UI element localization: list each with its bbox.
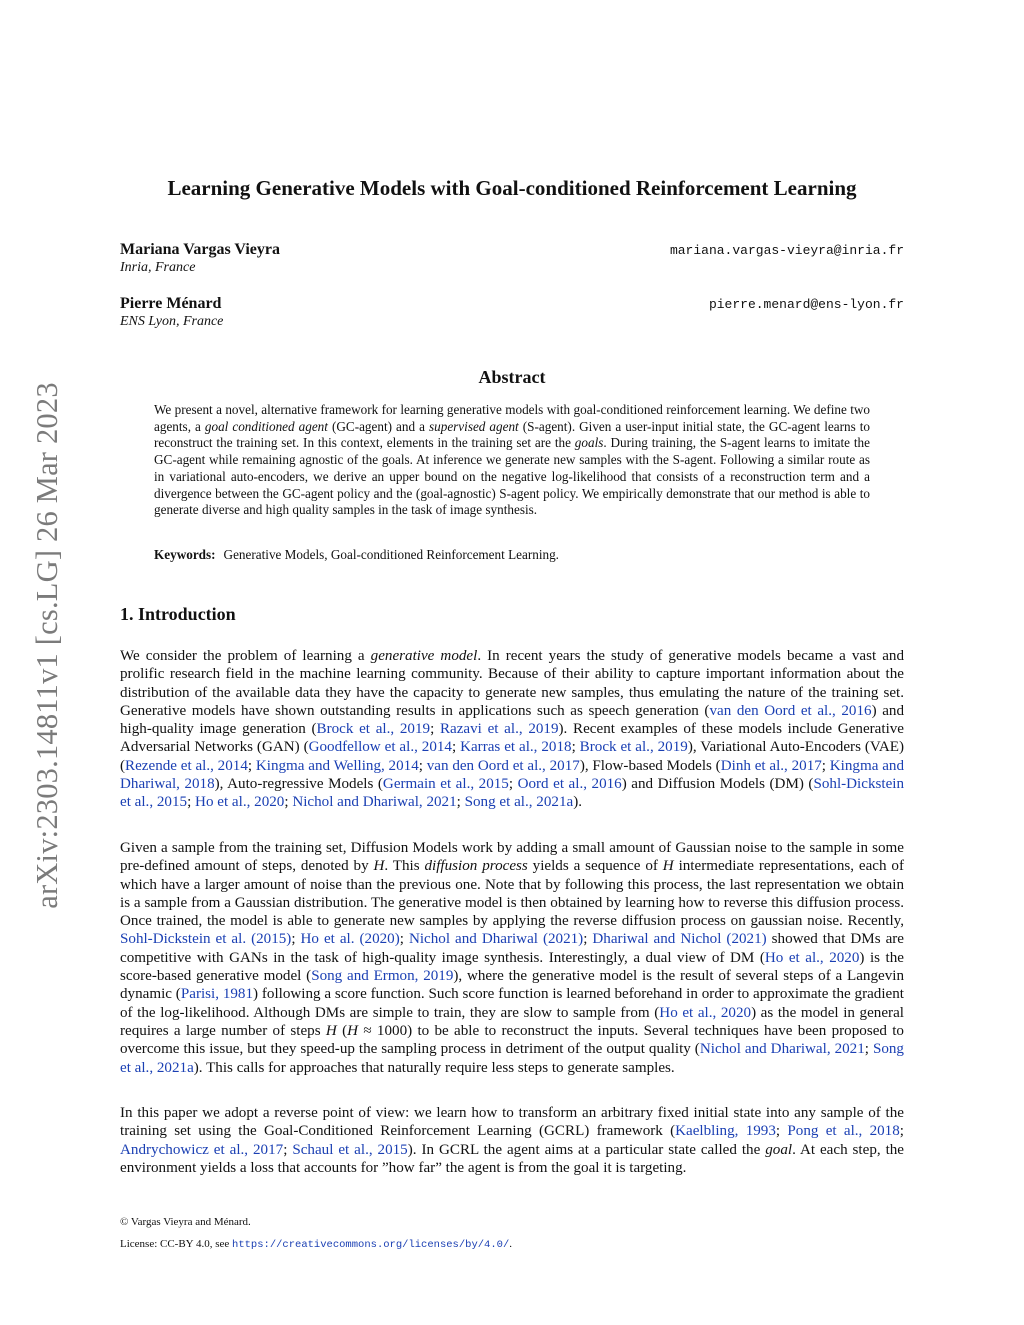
citation-link[interactable]: Nichol and Dhariwal (2021)	[408, 931, 584, 948]
citation-link[interactable]: Ho et al. (2020)	[300, 931, 400, 948]
citation-link[interactable]: Nichol and Dhariwal, 2021	[292, 794, 457, 811]
citation-link[interactable]: Ho et al., 2020	[659, 1004, 752, 1021]
author-block-2	[120, 295, 904, 330]
citation-link[interactable]: Kingma and Welling, 2014	[255, 757, 419, 774]
keywords-label: Keywords:	[154, 547, 216, 562]
arxiv-id: arXiv:2303.14811v1 [cs.LG] 26 Mar 2023	[29, 381, 64, 909]
abstract-heading: Abstract	[478, 367, 546, 387]
citation-link[interactable]: Brock et al., 2019	[579, 739, 688, 756]
citation-link[interactable]: Razavi et al., 2019	[439, 721, 559, 738]
arxiv-stamp	[27, 350, 67, 940]
citation-link[interactable]: van den Oord et al., 2016	[709, 702, 872, 719]
citation-link[interactable]: Dhariwal and Nichol (2021)	[592, 931, 767, 948]
author-name: Pierre Ménard	[120, 295, 222, 312]
citation-link[interactable]: Parisi, 1981	[180, 986, 254, 1003]
citation-link[interactable]: Nichol and Dhariwal, 2021	[699, 1041, 865, 1058]
citation-link[interactable]: Brock et al., 2019	[316, 721, 431, 738]
math-symbol: H	[373, 858, 385, 875]
citation-link[interactable]: Oord et al., 2016	[517, 776, 622, 793]
citation-link[interactable]: van den Oord et al., 2017	[426, 757, 580, 774]
author-affiliation: ENS Lyon, France	[120, 314, 224, 329]
citation-link[interactable]: Song et al., 2021a	[464, 794, 574, 811]
citation-link[interactable]: Sohl-Dickstein et al., 2015	[120, 776, 905, 811]
citation-link[interactable]: Song et al., 2021a	[120, 1041, 904, 1076]
paper-title: Learning Generative Models with Goal-conditioned Reinforcement Learning	[167, 176, 857, 200]
intro-paragraph-1: We consider the problem of learning a generative model. In recent years the study of generative models became a vast and prolific research field in the machine learning community. Because of their ability to capture important information about the distribution of the available data they have the capacity to generate new samples, thus emulating the nature of the training set. Generative models have shown outstanding results in applications such as speech generation (van den Oord et al., 2016) and high-quality image generation (Brock et al., 2019; Razavi et al., 2019). Recent examples of these models include Generative Adversarial Networks (GAN) (Goodfellow et al., 2014; Karras et al., 2018; Brock et al., 2019), Variational Auto-Encoders (VAE) (Rezende et al., 2014; Kingma and Welling, 2014; van den Oord et al., 2017), Flow-based Models (Dinh et al., 2017; Kingma and Dhariwal, 2018), Auto-regressive Models (Germain et al., 2015; Oord et al., 2016) and Diffusion Models (DM) (Sohl-Dickstein et al., 2015; Ho et al., 2020; Nichol and Dhariwal, 2021; Song et al., 2021a).	[120, 648, 905, 811]
license-link[interactable]: https://creativecommons.org/licenses/by/4.0/	[232, 1239, 510, 1251]
citation-link[interactable]: Pong et al., 2018	[787, 1123, 900, 1140]
author-name: Mariana Vargas Vieyra	[120, 241, 280, 258]
section-heading: 1. Introduction	[120, 604, 236, 624]
author-block-1	[120, 241, 904, 276]
citation-link[interactable]: Kingma and Dhariwal, 2018	[120, 757, 904, 793]
abstract-text: We present a novel, alternative framework for learning generative models with goal-conditioned reinforcement learning. We define two agents, a goal conditioned agent (GC-agent) and a supervised agent (S-agent). Given a user-input initial state, the GC-agent learns to reconstruct the training set. In this context, elements in the training set are the goals. During training, the S-agent learns to imitate the GC-agent while remaining agnostic of the goals. At inference we generate new samples with the S-agent. Following a similar route as in variational auto-encoders, we derive an upper bound on the negative log-likelihood that consists of a reconstruction term and a divergence between the GC-agent policy and the (goal-agnostic) S-agent policy. We empirically demonstrate that our method is able to generate diverse and high quality samples in the task of image synthesis.	[154, 402, 870, 518]
citation-link[interactable]: Goodfellow et al., 2014	[308, 739, 452, 756]
citation-link[interactable]: Germain et al., 2015	[382, 776, 509, 793]
author-email[interactable]: pierre.menard@ens-lyon.fr	[708, 297, 904, 312]
keywords	[154, 547, 870, 563]
citation-link[interactable]: Schaul et al., 2015	[292, 1141, 408, 1158]
citation-link[interactable]: Kaelbling, 1993	[675, 1123, 776, 1140]
math-symbol: H	[325, 1022, 337, 1039]
intro-paragraph-3: In this paper we adopt a reverse point of view: we learn how to transform an arbitrary fixed initial state into any sample of the training set using the Goal-Conditioned Reinforcement Learning (GCRL) framework (Kaelbling, 1993; Pong et al., 2018; Andrychowicz et al., 2017; Schaul et al., 2015). In GCRL the agent aims at a particular state called the goal. At each step, the environment yields a loss that accounts for ”how far” the agent is from the goal it is targeting.	[120, 1105, 905, 1176]
citation-link[interactable]: Dinh et al., 2017	[720, 757, 822, 774]
intro-paragraph-2: Given a sample from the training set, Diffusion Models work by adding a small amount of Gaussian noise to the sample in some pre-defined amount of steps, denoted by H. This diffusion process yields a sequence of H intermediate representations, each of which have a larger amount of noise than the previous one. Note that by following this process, the last representation we obtain is a sample from a Gaussian distribution. The generative model is then obtained by learning how to reverse this diffusion process. Once trained, the model is able to generate new samples by applying the reverse diffusion process on gaussian noise. Recently, Sohl-Dickstein et al. (2015); Ho et al. (2020); Nichol and Dhariwal (2021); Dhariwal and Nichol (2021) showed that DMs are competitive with GANs in the task of high-quality image synthesis. Interestingly, a dual view of DM (Ho et al., 2020) is the score-based generative model (Song and Ermon, 2019), where the generative model is the result of several steps of a Langevin dynamic (Parisi, 1981) following a score function. Such score function is learned beforehand in order to approximate the gradient of the log-likelihood. Although DMs are simple to train, they are slow to sample from (Ho et al., 2020) as the model in general requires a large number of steps H (H ≈ 1000) to be able to reconstruct the inputs. Several techniques have been proposed to overcome this issue, but they speed-up the sampling process in detriment of the output quality (Nichol and Dhariwal, 2021; Song et al., 2021a). This calls for approaches that naturally require less steps to generate samples.	[120, 840, 905, 1076]
copyright-footnote: © Vargas Vieyra and Ménard.	[120, 1216, 251, 1228]
author-email[interactable]: mariana.vargas-vieyra@inria.fr	[669, 243, 904, 258]
citation-link[interactable]: Sohl-Dickstein et al. (2015)	[120, 931, 292, 948]
math-symbol: H	[662, 858, 674, 875]
citation-link[interactable]: Rezende et al., 2014	[125, 757, 248, 774]
citation-link[interactable]: Ho et al., 2020	[195, 794, 285, 811]
citation-link[interactable]: Andrychowicz et al., 2017	[120, 1141, 284, 1158]
license-footnote: License: CC-BY 4.0, see https://creativecommons.org/licenses/by/4.0/.	[120, 1238, 513, 1251]
citation-link[interactable]: Song and Ermon, 2019	[311, 968, 454, 985]
author-affiliation: Inria, France	[120, 260, 196, 275]
math-symbol: H	[347, 1022, 359, 1039]
keywords-text: Generative Models, Goal-conditioned Reinforcement Learning.	[223, 547, 559, 562]
citation-link[interactable]: Ho et al., 2020	[764, 949, 860, 966]
citation-link[interactable]: Karras et al., 2018	[460, 739, 572, 756]
